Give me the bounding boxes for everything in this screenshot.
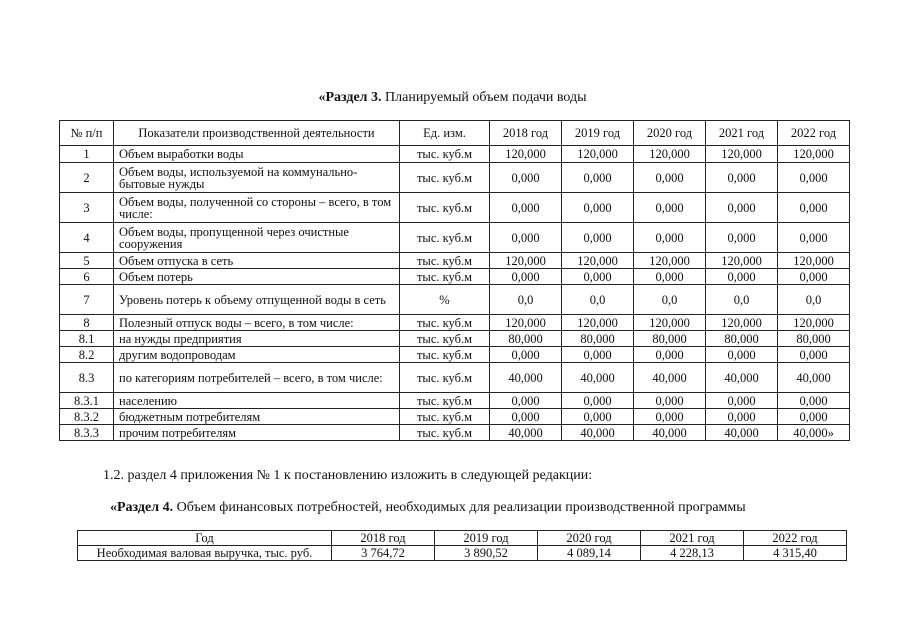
table-cell: 40,000 — [634, 425, 706, 441]
table-cell: 0,000 — [490, 409, 562, 425]
table-row — [60, 363, 850, 393]
table-cell: 120,000 — [634, 146, 706, 163]
section-3-heading-bold: «Раздел 3. — [318, 90, 382, 105]
row-unit: % — [400, 285, 490, 315]
row-indicator: Объем воды, пропущенной через очистные сооружения — [114, 223, 400, 253]
table-row — [78, 546, 847, 561]
table-cell: 0,0 — [778, 285, 850, 315]
row-unit: тыс. куб.м — [400, 409, 490, 425]
row-number: 3 — [60, 193, 114, 223]
table-cell: 0,000 — [706, 393, 778, 409]
section-3-heading-text: Планируемый объем подачи воды — [381, 90, 587, 105]
column-header: 2019 год — [562, 121, 634, 146]
row-number: 8.3.2 — [60, 409, 114, 425]
table-cell: 0,000 — [490, 393, 562, 409]
row-number: 6 — [60, 269, 114, 285]
table-cell: 40,000 — [562, 363, 634, 393]
table-cell: 0,000 — [778, 163, 850, 193]
table-cell: 120,000 — [490, 146, 562, 163]
row-unit: тыс. куб.м — [400, 425, 490, 441]
table-cell: 0,000 — [706, 193, 778, 223]
table-row — [60, 393, 850, 409]
row-indicator: Объем выработки воды — [114, 146, 400, 163]
table-cell: 4 228,13 — [641, 546, 744, 561]
table-cell: 120,000 — [634, 253, 706, 269]
table-cell: 120,000 — [778, 253, 850, 269]
table-cell: 0,000 — [634, 163, 706, 193]
column-header: Год — [78, 531, 332, 546]
row-indicator: бюджетным потребителям — [114, 409, 400, 425]
table-cell: 40,000 — [706, 425, 778, 441]
table-cell: 0,000 — [490, 347, 562, 363]
row-number: 8.3.1 — [60, 393, 114, 409]
row-unit: тыс. куб.м — [400, 315, 490, 331]
table-row — [60, 193, 850, 223]
table-cell: 80,000 — [778, 331, 850, 347]
table-cell: 0,000 — [706, 269, 778, 285]
table-cell: 80,000 — [562, 331, 634, 347]
table-row — [60, 269, 850, 285]
table-header-row — [60, 121, 850, 146]
table-cell: 4 089,14 — [538, 546, 641, 561]
row-unit: тыс. куб.м — [400, 393, 490, 409]
table-cell: 0,000 — [562, 393, 634, 409]
table-cell: 0,000 — [706, 163, 778, 193]
column-header: 2018 год — [490, 121, 562, 146]
row-number: 8.2 — [60, 347, 114, 363]
table-row — [60, 146, 850, 163]
table-row — [60, 285, 850, 315]
row-indicator: Объем воды, полученной со стороны – всего, в том числе: — [114, 193, 400, 223]
row-number: 8.3 — [60, 363, 114, 393]
table-cell: 0,000 — [490, 223, 562, 253]
table-cell: 120,000 — [706, 146, 778, 163]
row-unit: тыс. куб.м — [400, 331, 490, 347]
table-row — [60, 409, 850, 425]
table-cell: 0,000 — [634, 409, 706, 425]
row-number: 7 — [60, 285, 114, 315]
row-indicator: Объем воды, используемой на коммунально-бытовые нужды — [114, 163, 400, 193]
table-cell: 40,000» — [778, 425, 850, 441]
table-cell: 3 764,72 — [332, 546, 435, 561]
row-unit: тыс. куб.м — [400, 163, 490, 193]
column-header: 2021 год — [641, 531, 744, 546]
row-unit: тыс. куб.м — [400, 223, 490, 253]
table-cell: 120,000 — [706, 315, 778, 331]
column-header: 2020 год — [634, 121, 706, 146]
row-unit: тыс. куб.м — [400, 347, 490, 363]
row-unit: тыс. куб.м — [400, 363, 490, 393]
table-cell: 120,000 — [778, 315, 850, 331]
row-number: 4 — [60, 223, 114, 253]
table-cell: 0,000 — [562, 163, 634, 193]
section-4-heading-text: Объем финансовых потребностей, необходимых для реализации производственной программы — [173, 500, 746, 515]
table-row — [60, 223, 850, 253]
row-unit: тыс. куб.м — [400, 253, 490, 269]
table-cell: 0,0 — [562, 285, 634, 315]
section-4-heading — [110, 500, 746, 516]
section-4-heading-bold: «Раздел 4. — [110, 500, 174, 515]
column-header: 2022 год — [744, 531, 847, 546]
table-cell: 80,000 — [706, 331, 778, 347]
table-cell: 40,000 — [562, 425, 634, 441]
table-cell: 40,000 — [778, 363, 850, 393]
table-cell: 80,000 — [490, 331, 562, 347]
table-cell: 0,000 — [634, 347, 706, 363]
table-cell: 120,000 — [490, 253, 562, 269]
row-number: 1 — [60, 146, 114, 163]
column-header: 2018 год — [332, 531, 435, 546]
table-cell: 0,000 — [778, 347, 850, 363]
table-cell: 0,000 — [778, 409, 850, 425]
row-label: Необходимая валовая выручка, тыс. руб. — [78, 546, 332, 561]
table-row — [60, 347, 850, 363]
table-header-row — [78, 531, 847, 546]
row-number: 2 — [60, 163, 114, 193]
table-cell: 0,000 — [634, 393, 706, 409]
table-cell: 3 890,52 — [435, 546, 538, 561]
table-cell: 0,000 — [562, 269, 634, 285]
row-unit: тыс. куб.м — [400, 269, 490, 285]
row-indicator: другим водопроводам — [114, 347, 400, 363]
table-cell: 120,000 — [490, 315, 562, 331]
table-cell: 40,000 — [634, 363, 706, 393]
row-number: 5 — [60, 253, 114, 269]
table-cell: 0,0 — [490, 285, 562, 315]
table-cell: 0,000 — [706, 223, 778, 253]
table-cell: 0,000 — [778, 223, 850, 253]
table-cell: 0,000 — [634, 269, 706, 285]
row-indicator: Полезный отпуск воды – всего, в том числе: — [114, 315, 400, 331]
table-cell: 40,000 — [706, 363, 778, 393]
table-cell: 0,000 — [490, 269, 562, 285]
row-number: 8.1 — [60, 331, 114, 347]
row-indicator: населению — [114, 393, 400, 409]
table-cell: 120,000 — [706, 253, 778, 269]
row-number: 8.3.3 — [60, 425, 114, 441]
table-cell: 4 315,40 — [744, 546, 847, 561]
table-row — [60, 163, 850, 193]
table-cell: 40,000 — [490, 425, 562, 441]
row-unit: тыс. куб.м — [400, 146, 490, 163]
table-cell: 120,000 — [634, 315, 706, 331]
amendment-paragraph: 1.2. раздел 4 приложения № 1 к постановлению изложить в следующей редакции: — [103, 468, 593, 483]
row-indicator: на нужды предприятия — [114, 331, 400, 347]
table-cell: 80,000 — [634, 331, 706, 347]
table-cell: 120,000 — [562, 146, 634, 163]
table-cell: 0,000 — [562, 347, 634, 363]
column-header: Ед. изм. — [400, 121, 490, 146]
row-unit: тыс. куб.м — [400, 193, 490, 223]
column-header: № п/п — [60, 121, 114, 146]
table-cell: 0,000 — [778, 393, 850, 409]
table-cell: 120,000 — [562, 315, 634, 331]
column-header: 2020 год — [538, 531, 641, 546]
section-3-heading — [0, 90, 905, 106]
table-cell: 0,000 — [634, 223, 706, 253]
table-cell: 0,000 — [490, 193, 562, 223]
table-cell: 0,000 — [778, 193, 850, 223]
table-cell: 0,000 — [562, 193, 634, 223]
column-header: 2022 год — [778, 121, 850, 146]
table-row — [60, 315, 850, 331]
table-cell: 0,0 — [634, 285, 706, 315]
table-row — [60, 425, 850, 441]
table-cell: 0,000 — [490, 163, 562, 193]
row-indicator: прочим потребителям — [114, 425, 400, 441]
water-supply-table — [59, 120, 850, 441]
row-indicator: по категориям потребителей – всего, в том числе: — [114, 363, 400, 393]
row-indicator: Объем отпуска в сеть — [114, 253, 400, 269]
table-cell: 0,000 — [562, 409, 634, 425]
row-number: 8 — [60, 315, 114, 331]
column-header: 2021 год — [706, 121, 778, 146]
financial-needs-table — [77, 530, 847, 561]
table-cell: 120,000 — [562, 253, 634, 269]
column-header: 2019 год — [435, 531, 538, 546]
table-cell: 0,000 — [634, 193, 706, 223]
table-cell: 120,000 — [778, 146, 850, 163]
table-cell: 0,000 — [778, 269, 850, 285]
table-cell: 40,000 — [490, 363, 562, 393]
table-row — [60, 253, 850, 269]
table-cell: 0,000 — [706, 347, 778, 363]
column-header: Показатели производственной деятельности — [114, 121, 400, 146]
row-indicator: Уровень потерь к объему отпущенной воды в сеть — [114, 285, 400, 315]
table-cell: 0,000 — [562, 223, 634, 253]
table-cell: 0,0 — [706, 285, 778, 315]
table-cell: 0,000 — [706, 409, 778, 425]
table-row — [60, 331, 850, 347]
row-indicator: Объем потерь — [114, 269, 400, 285]
